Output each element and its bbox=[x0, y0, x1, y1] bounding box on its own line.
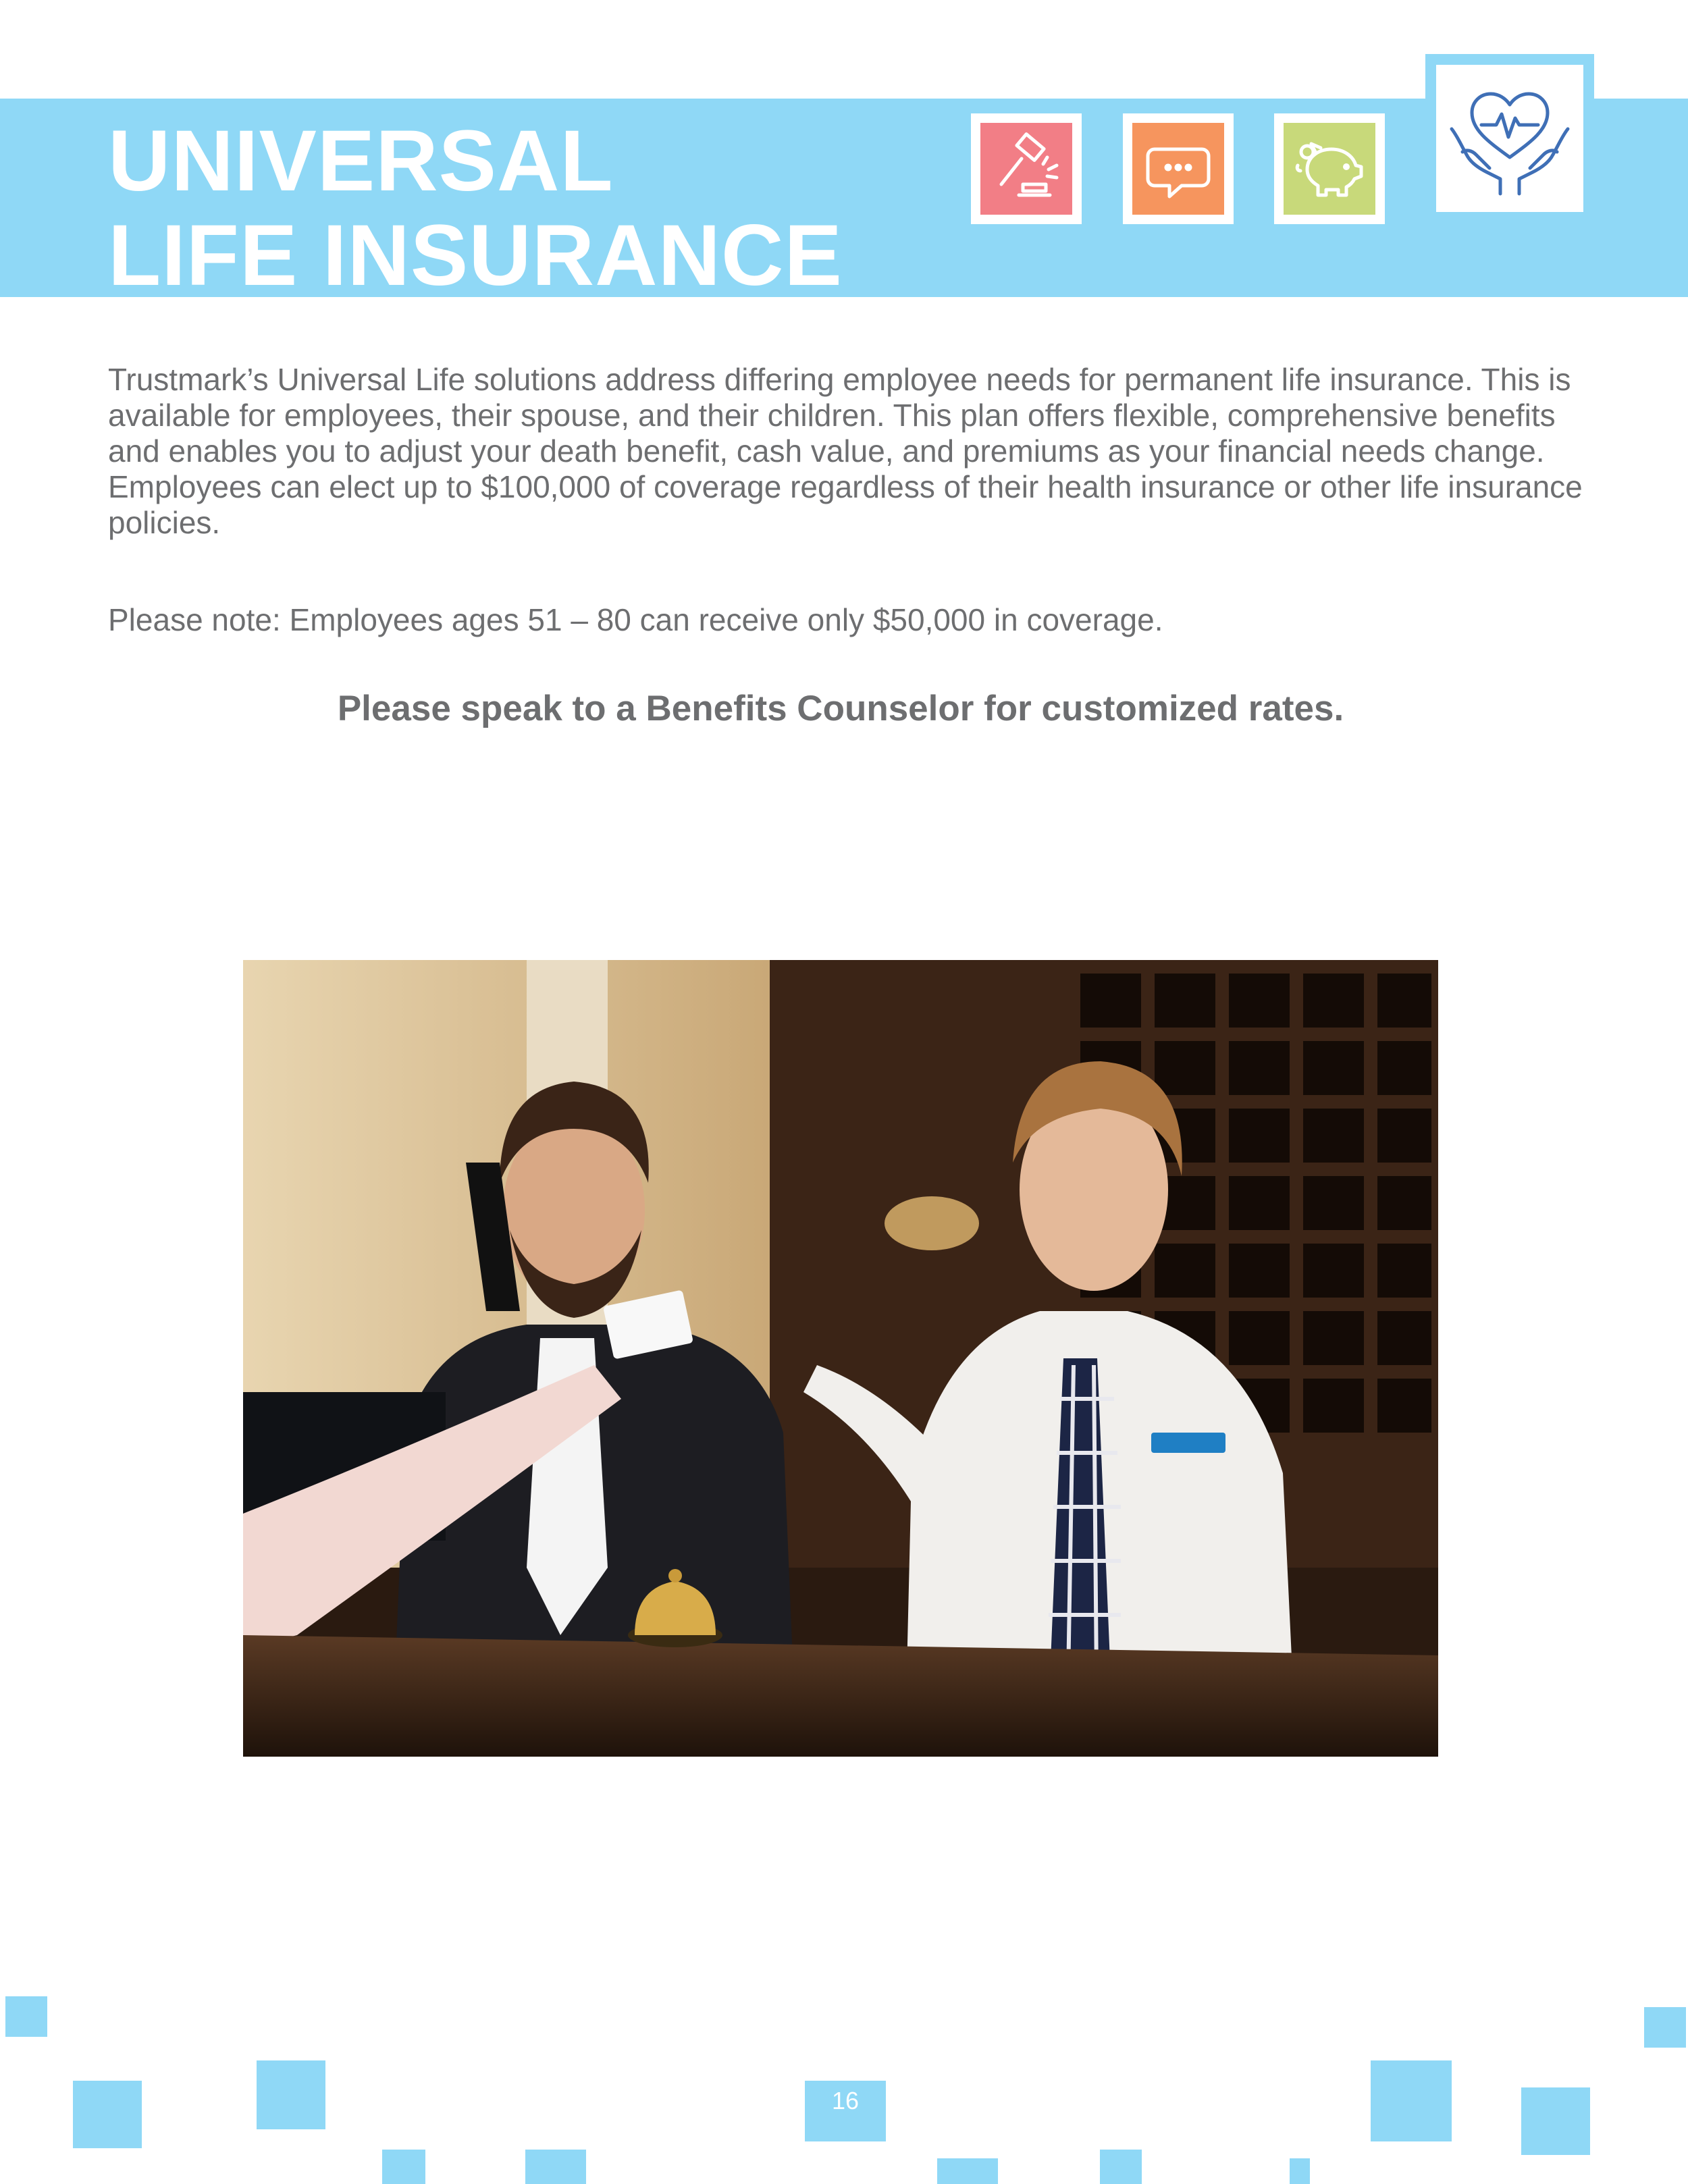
piggy-bank-icon bbox=[1292, 132, 1367, 206]
heart-in-hands-icon bbox=[1442, 78, 1577, 199]
decor-square bbox=[1644, 2007, 1686, 2048]
piggy-bank-tile bbox=[1274, 113, 1385, 224]
speech-bubble-tile bbox=[1123, 113, 1234, 224]
speech-bubble-icon bbox=[1141, 132, 1215, 206]
decor-square bbox=[257, 2060, 325, 2129]
page-number: 16 bbox=[805, 2081, 886, 2141]
decor-square bbox=[382, 2150, 425, 2184]
decor-square bbox=[1100, 2150, 1142, 2184]
age-note: Please note: Employees ages 51 – 80 can receive only $50,000 in coverage. bbox=[108, 602, 1163, 637]
decor-square bbox=[1371, 2060, 1452, 2141]
decor-square bbox=[1521, 2087, 1590, 2155]
counselor-callout: Please speak to a Benefits Counselor for customized rates. bbox=[337, 689, 1344, 728]
hotel-reception-photo bbox=[243, 960, 1438, 1757]
decor-square bbox=[937, 2158, 998, 2184]
intro-paragraph: Trustmark’s Universal Life solutions address differing employee needs for permanent life insurance. This is available for employees, their spouse, and their children. This plan offers flexible, comprehensive benefits and enables you to adjust your death benefit, cash value, and premiums as your financial needs change. Employees can elect up to $100,000 of coverage regardless of their health insurance or other life insurance policies. bbox=[108, 362, 1583, 540]
page-title-line-1: UNIVERSAL bbox=[108, 113, 614, 209]
gavel-tile bbox=[971, 113, 1082, 224]
decor-square bbox=[5, 1996, 47, 2037]
decor-square bbox=[525, 2150, 586, 2184]
gavel-icon bbox=[989, 132, 1063, 206]
decor-square bbox=[73, 2081, 142, 2148]
page-title-line-2: LIFE INSURANCE bbox=[108, 207, 843, 304]
heart-hands-tile bbox=[1425, 54, 1594, 223]
decor-square bbox=[1290, 2158, 1310, 2184]
